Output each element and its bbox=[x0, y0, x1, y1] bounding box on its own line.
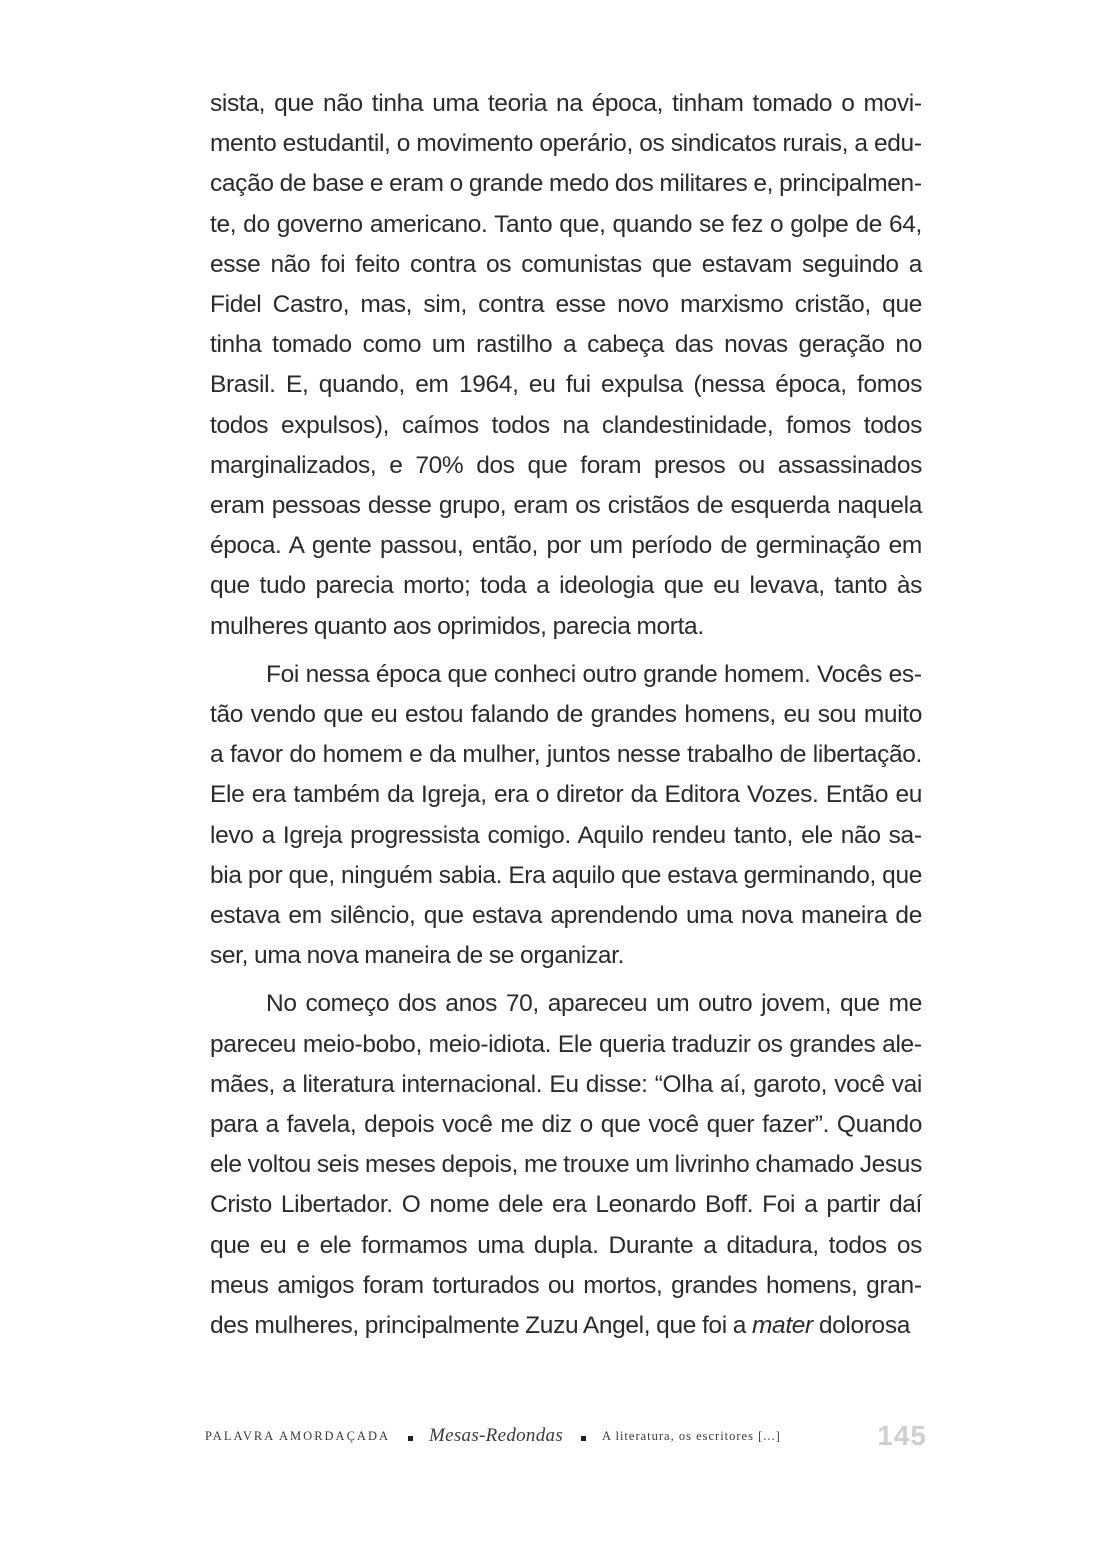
footer-section-title: Mesas-Redondas bbox=[429, 1425, 564, 1446]
italic-word: mater bbox=[751, 1312, 813, 1340]
paragraph-2: Foi nessa época que conheci outro grande homem. Vocês estão vendo que eu estou falando de grandes homens, eu sou muito a favor do homem e da mulher, juntos nesse trabalho de libertação. Ele era também da Igreja, era o diretor da Editora Vozes. Então eu levo a Igreja progressista comigo. Aquilo rendeu tanto, ele não sabia por que, ninguém sabia. Era aquilo que estava germinando, que estava em silêncio, que estava aprendendo uma nova maneira de ser, uma nova maneira de se organizar. bbox=[210, 660, 922, 970]
paragraph-1: sista, que não tinha uma teoria na época, tinham tomado o movimento estudantil, o movimento operário, os sindicatos rurais, a educação de base e eram o grande medo dos militares e, principalmente, do governo americano. Tanto que, quando se fez o golpe de 64, esse não foi feito contra os comunistas que estavam seguindo a Fidel Castro, mas, sim, contra esse novo marxismo cristão, que tinha tomado como um rastilho a cabeça das novas geração no Brasil. E, quando, em 1964, eu fui expulsa (nessa época, fomos todos expulsos), caímos todos na clandestinidade, fomos todos marginalizados, e 70% dos que foram presos ou assassinados eram pessoas desse grupo, eram os cristãos de esquerda naquela época. A gente passou, então, por um período de germinação em que tudo parecia morto; toda a ideologia que eu levava, tanto às mulheres quanto aos oprimidos, parecia morta. bbox=[210, 90, 922, 640]
footer-chapter-title: A literatura, os escritores [...] bbox=[602, 1428, 781, 1443]
footer-book-title: PALAVRA AMORDAÇADA bbox=[205, 1428, 390, 1443]
body-text bbox=[210, 84, 922, 1346]
paragraph-3 bbox=[210, 984, 922, 1346]
bullet-separator-icon bbox=[581, 1436, 586, 1441]
running-footer bbox=[205, 1418, 927, 1454]
page-number: 145 bbox=[877, 1420, 927, 1451]
bullet-separator-icon bbox=[408, 1436, 413, 1441]
paragraph-3-tail: dolorosa bbox=[812, 1312, 911, 1340]
paragraph-3-text: No começo dos anos 70, apareceu um outro jovem, que me pareceu meio-bobo, meio-idiota. Ele queria traduzir os grandes alemães, a literatura internacional. Eu disse: “Olha aí, garoto, você vai para a favela, depois você me diz o que você quer fazer”. Quando ele voltou seis meses depois, me trouxe um livrinho chamado Jesus Cristo Libertador. O nome dele era Leonardo Boff. Foi a partir daí que eu e ele formamos uma dupla. Durante a ditadura, todos os meus amigos foram torturados ou mortos, grandes homens, grandes mulheres, principalmente Zuzu Angel, que foi a bbox=[210, 990, 922, 1340]
